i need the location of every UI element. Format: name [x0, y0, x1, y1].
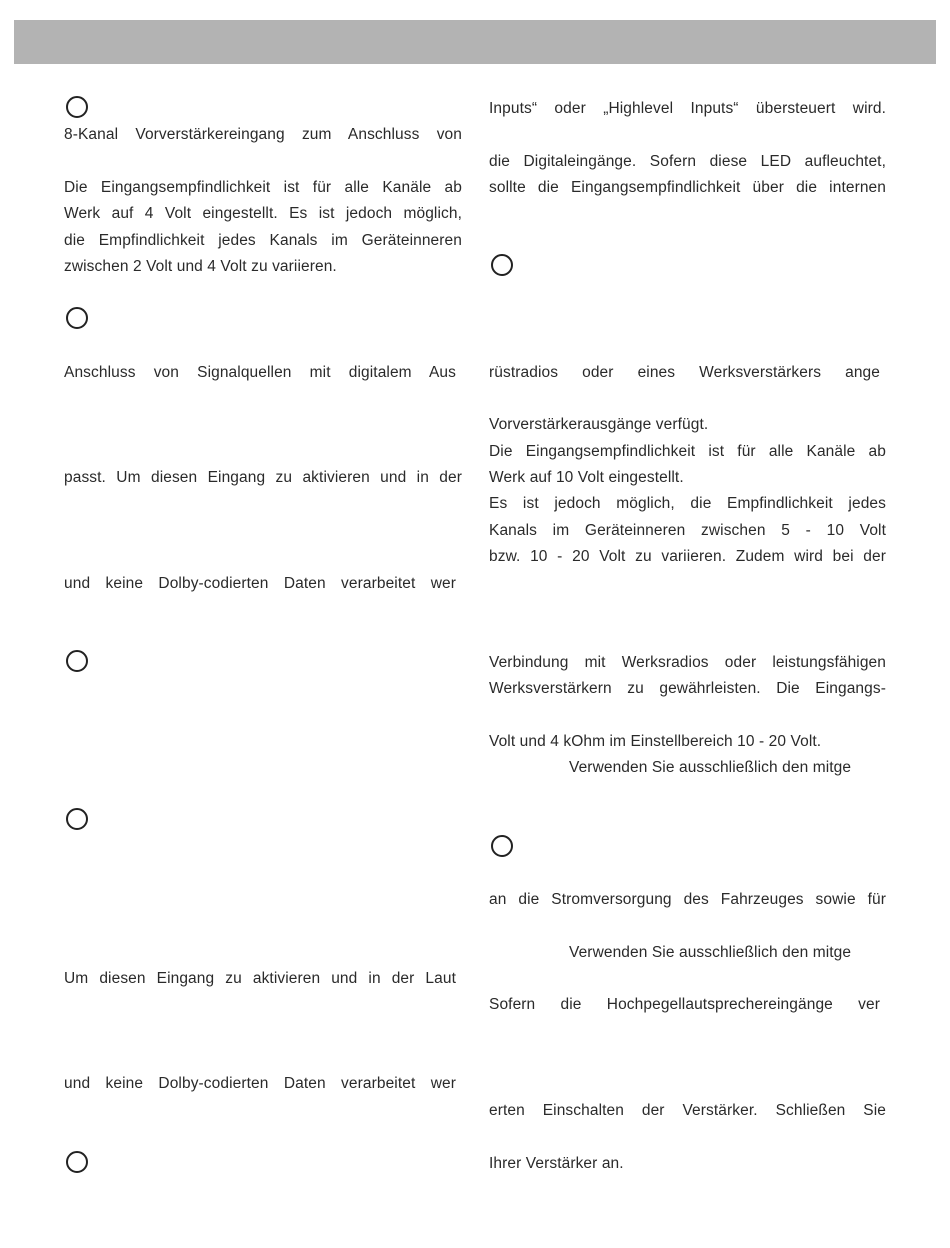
left-text-line: Anschluss von Signalquellen mit digitalem Aus: [64, 364, 456, 381]
right-text-line: bzw. 10 - 20 Volt zu variieren. Zudem wird bei der: [489, 548, 886, 565]
right-text-line: Die Eingangsempfindlichkeit ist für alle Kanäle ab: [489, 443, 886, 460]
right-text-line: Inputs“ oder „Highlevel Inputs“ übersteuert wird.: [489, 100, 886, 117]
right-text-line: rüstradios oder eines Werksverstärkers ange: [489, 364, 880, 381]
right-text-line: Werksverstärkern zu gewährleisten. Die Eingangs-: [489, 680, 886, 697]
right-text-line: die Digitaleingänge. Sofern diese LED aufleuchtet,: [489, 153, 886, 170]
section-marker-circle-icon: [66, 1151, 88, 1173]
section-marker-circle-icon: [66, 650, 88, 672]
left-text-line: die Empfindlichkeit jedes Kanals im Geräteinneren: [64, 232, 462, 249]
left-text-line: und keine Dolby-codierten Daten verarbeitet wer: [64, 1075, 456, 1092]
right-text-line: an die Stromversorgung des Fahrzeuges sowie für: [489, 891, 886, 908]
right-text-line: sollte die Eingangsempfindlichkeit über die internen: [489, 179, 886, 196]
section-marker-circle-icon: [66, 96, 88, 118]
section-marker-circle-icon: [66, 808, 88, 830]
right-note-line: Verwenden Sie ausschließlich den mitge: [569, 759, 852, 776]
right-text-line: Verbindung mit Werksradios oder leistungsfähigen: [489, 654, 886, 671]
right-text-line: Sofern die Hochpegellautsprechereingänge ver: [489, 996, 880, 1013]
right-text-line: Werk auf 10 Volt eingestellt.: [489, 469, 684, 486]
right-text-line: Vorverstärkerausgänge verfügt.: [489, 416, 709, 433]
right-text-line: Es ist jedoch möglich, die Empfindlichkeit jedes: [489, 495, 886, 512]
left-text-line: passt. Um diesen Eingang zu aktivieren und in der: [64, 469, 462, 486]
section-marker-circle-icon: [491, 254, 513, 276]
left-text-line: und keine Dolby-codierten Daten verarbeitet wer: [64, 575, 456, 592]
left-text-line: Um diesen Eingang zu aktivieren und in der Laut: [64, 970, 456, 987]
section-marker-circle-icon: [491, 835, 513, 857]
left-text-line: zwischen 2 Volt und 4 Volt zu variieren.: [64, 258, 337, 275]
left-text-line: 8-Kanal Vorverstärkereingang zum Anschluss von: [64, 126, 462, 143]
right-note-line: Verwenden Sie ausschließlich den mitge: [569, 944, 852, 961]
right-text-line: Kanals im Geräteinneren zwischen 5 - 10 Volt: [489, 522, 886, 539]
section-marker-circle-icon: [66, 307, 88, 329]
right-text-line: Ihrer Verstärker an.: [489, 1155, 624, 1172]
left-text-line: Werk auf 4 Volt eingestellt. Es ist jedoch möglich,: [64, 205, 462, 222]
left-text-line: Die Eingangsempfindlichkeit ist für alle Kanäle ab: [64, 179, 462, 196]
right-text-line: erten Einschalten der Verstärker. Schließen Sie: [489, 1102, 886, 1119]
right-text-line: Volt und 4 kOhm im Einstellbereich 10 - 20 Volt.: [489, 733, 822, 750]
header-bar: [14, 20, 936, 64]
